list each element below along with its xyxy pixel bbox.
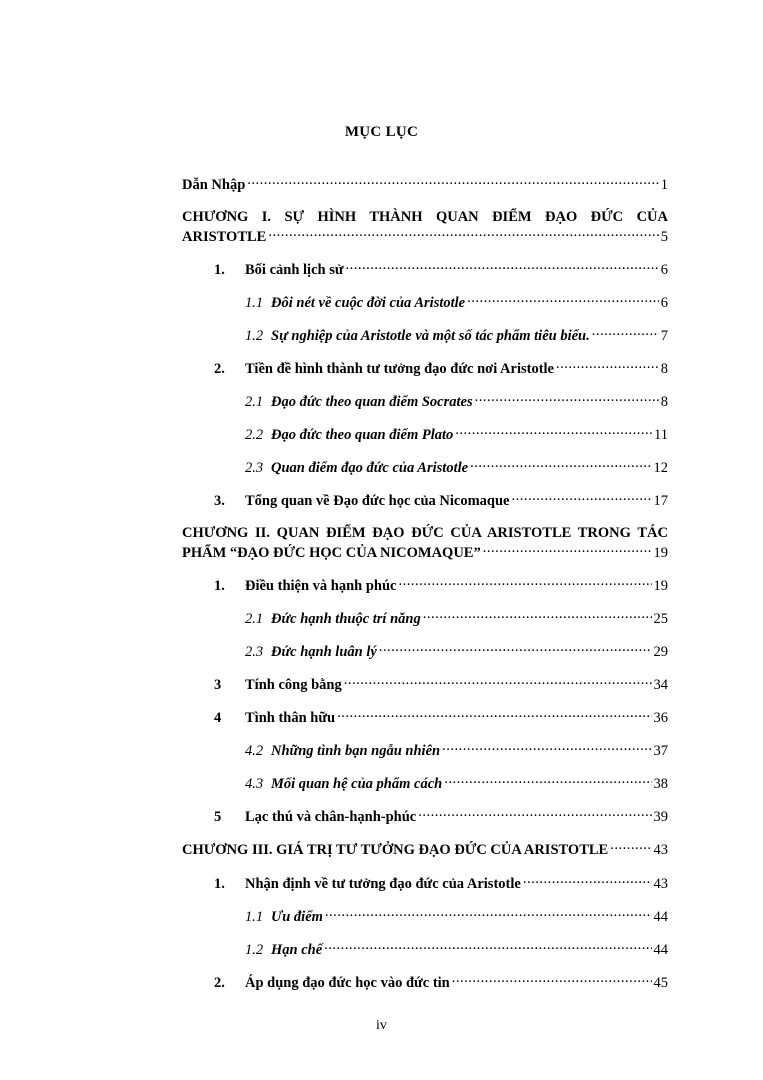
- toc-entry-text: Đức hạnh thuộc trí năng: [271, 611, 421, 627]
- toc-section-number: 2.1: [245, 394, 264, 410]
- toc-entry-text: Tính công bằng: [245, 677, 342, 693]
- toc-entry-text: Những tình bạn ngẫu nhiên: [271, 743, 441, 759]
- toc-ch2-section-4[interactable]: [214, 708, 668, 727]
- page-title: MỤC LỤC: [344, 124, 419, 140]
- toc-page-number: 25: [653, 611, 668, 627]
- toc-leader: [247, 175, 658, 189]
- toc-page-number: 36: [653, 710, 668, 726]
- toc-page-number: 43: [653, 876, 668, 892]
- toc-entry-text: Tình thân hữu: [245, 710, 336, 726]
- toc-page-number: 19: [653, 545, 668, 561]
- toc-section-2[interactable]: [214, 359, 668, 378]
- toc-entry-text: Ưu điểm: [271, 909, 323, 925]
- toc-ch2-section-5[interactable]: [214, 807, 668, 826]
- toc-entry-text: Bối cảnh lịch sử: [245, 262, 344, 278]
- toc-page-number: 34: [653, 677, 668, 693]
- toc-page-number: 44: [653, 942, 668, 958]
- toc-leader: [444, 774, 651, 788]
- toc-entry-text: PHẨM “ĐẠO ĐỨC HỌC CỦA NICOMAQUE”: [182, 545, 481, 561]
- toc-entry-text: Nhận định về tư tưởng đạo đức của Aristotle: [245, 876, 521, 892]
- toc-page-number: 17: [653, 493, 668, 509]
- toc-leader: [523, 874, 652, 888]
- toc-subsection-2-3[interactable]: [245, 458, 668, 477]
- toc-entry-text: Áp dụng đạo đức học vào đức tin: [245, 975, 450, 991]
- toc-leader: [423, 609, 652, 623]
- toc-page-number: 7: [660, 328, 668, 344]
- toc-section-3[interactable]: [214, 491, 668, 510]
- toc-page-number: 8: [660, 394, 668, 410]
- toc-page-number: 19: [653, 578, 668, 594]
- toc-subsection-1-1[interactable]: [245, 293, 668, 312]
- toc-entry-text: Sự nghiệp của Aristotle và một số tác phẩm tiêu biểu.: [271, 328, 590, 344]
- toc-chapter-2[interactable]: [182, 543, 668, 562]
- toc-chapter-1-line1[interactable]: CHƯƠNG I. SỰ HÌNH THÀNH QUAN ĐIỂM ĐẠO ĐỨC CỦA: [182, 209, 668, 225]
- toc-leader: [346, 260, 659, 274]
- toc-page-number: 12: [653, 460, 668, 476]
- toc-chapter-1[interactable]: [182, 227, 668, 246]
- toc-subsection-1-2[interactable]: [245, 326, 668, 345]
- toc-leader: [455, 425, 652, 439]
- toc-page-number: 11: [654, 427, 668, 443]
- toc-section-number: 1.: [214, 262, 225, 278]
- toc-page-number: 39: [653, 809, 668, 825]
- toc-entry-text: ARISTOTLE: [182, 229, 267, 245]
- toc-section-number: 4.2: [245, 743, 264, 759]
- toc-page-number: 1: [660, 177, 668, 193]
- toc-entry-text: Đạo đức theo quan điểm Socrates: [271, 394, 473, 410]
- toc-section-number: 1.2: [245, 942, 264, 958]
- toc-section-number: 3: [214, 677, 222, 693]
- toc-chapter-3[interactable]: [182, 840, 668, 859]
- toc-section-1[interactable]: [214, 260, 668, 279]
- toc-leader: [379, 642, 652, 656]
- toc-ch2-subsection-2-3[interactable]: [245, 642, 668, 661]
- toc-page-number: 6: [660, 295, 668, 311]
- toc-leader: [592, 326, 659, 340]
- toc-leader: [483, 543, 652, 557]
- toc-page-number: 43: [653, 842, 668, 858]
- toc-leader: [337, 708, 651, 722]
- toc-page-number: 29: [653, 644, 668, 660]
- toc-leader: [442, 741, 651, 755]
- toc-leader: [399, 576, 652, 590]
- toc-page-number: 6: [660, 262, 668, 278]
- toc-ch2-subsection-2-1[interactable]: [245, 609, 668, 628]
- toc-section-number: 2.3: [245, 644, 264, 660]
- toc-leader: [475, 392, 659, 406]
- toc-leader: [324, 940, 651, 954]
- toc-page-number: 37: [653, 743, 668, 759]
- toc-section-number: 2.2: [245, 427, 264, 443]
- toc-entry-text: Đức hạnh luân lý: [271, 644, 377, 660]
- toc-ch2-section-1[interactable]: [214, 576, 668, 595]
- toc-ch3-section-1[interactable]: [214, 874, 668, 893]
- toc-ch3-section-2[interactable]: [214, 973, 668, 992]
- toc-chapter-2-line1[interactable]: CHƯƠNG II. QUAN ĐIỂM ĐẠO ĐỨC CỦA ARISTOTLE TRONG TÁC: [182, 525, 668, 541]
- toc-ch3-subsection-1-1[interactable]: [245, 907, 668, 926]
- toc-entry-text: Quan điểm đạo đức của Aristotle: [271, 460, 469, 476]
- toc-section-number: 1.1: [245, 295, 264, 311]
- toc-ch2-section-3[interactable]: [214, 675, 668, 694]
- toc-section-number: 1.2: [245, 328, 264, 344]
- toc-section-number: 1.1: [245, 909, 264, 925]
- toc-section-number: 2.3: [245, 460, 264, 476]
- toc-leader: [418, 807, 651, 821]
- toc-section-number: 1.: [214, 578, 225, 594]
- toc-leader: [268, 227, 658, 241]
- toc-page-number: 44: [653, 909, 668, 925]
- toc-page-number: 5: [660, 229, 668, 245]
- toc-entry-text: Lạc thú và chân-hạnh-phúc: [245, 809, 417, 825]
- toc-subsection-2-1[interactable]: [245, 392, 668, 411]
- toc-section-number: 4: [214, 710, 222, 726]
- toc-page-number: 38: [653, 776, 668, 792]
- toc-leader: [467, 293, 659, 307]
- toc-ch2-subsection-4-3[interactable]: [245, 774, 668, 793]
- toc-entry-text: Điều thiện và hạnh phúc: [245, 578, 397, 594]
- toc-entry-text: CHƯƠNG III. GIÁ TRỊ TƯ TƯỞNG ĐẠO ĐỨC CỦA ARISTOTLE: [182, 842, 609, 858]
- toc-entry-text: Hạn chế: [271, 942, 323, 958]
- toc-section-number: 2.: [214, 361, 225, 377]
- toc-leader: [344, 675, 652, 689]
- toc-leader: [512, 491, 652, 505]
- toc-section-number: 5: [214, 809, 222, 825]
- toc-section-number: 1.: [214, 876, 225, 892]
- toc-ch3-subsection-1-2[interactable]: [245, 940, 668, 959]
- toc-entry-text: Dẫn Nhập: [182, 177, 246, 193]
- toc-section-number: 4.3: [245, 776, 264, 792]
- toc-entry-text: Tiền đề hình thành tư tưởng đạo đức nơi Aristotle: [245, 361, 554, 377]
- toc-leader: [470, 458, 651, 472]
- toc-page-number: 45: [653, 975, 668, 991]
- toc-subsection-2-2[interactable]: [245, 425, 668, 444]
- toc-section-number: 3.: [214, 493, 225, 509]
- toc-entry-intro[interactable]: [182, 175, 668, 194]
- toc-ch2-subsection-4-2[interactable]: [245, 741, 668, 760]
- toc-entry-text: Đôi nét về cuộc đời của Aristotle: [271, 295, 466, 311]
- toc-leader: [452, 973, 652, 987]
- toc-page-number: 8: [660, 361, 668, 377]
- toc-section-number: 2.1: [245, 611, 264, 627]
- toc-entry-text: Tổng quan về Đạo đức học của Nicomaque: [245, 493, 510, 509]
- toc-leader: [325, 907, 652, 921]
- toc-entry-text: Đạo đức theo quan điểm Plato: [271, 427, 454, 443]
- toc-leader: [556, 359, 659, 373]
- toc-leader: [610, 840, 651, 854]
- page-number-footer: iv: [376, 1018, 387, 1033]
- toc-section-number: 2.: [214, 975, 225, 991]
- toc-entry-text: Mối quan hệ của phẩm cách: [271, 776, 443, 792]
